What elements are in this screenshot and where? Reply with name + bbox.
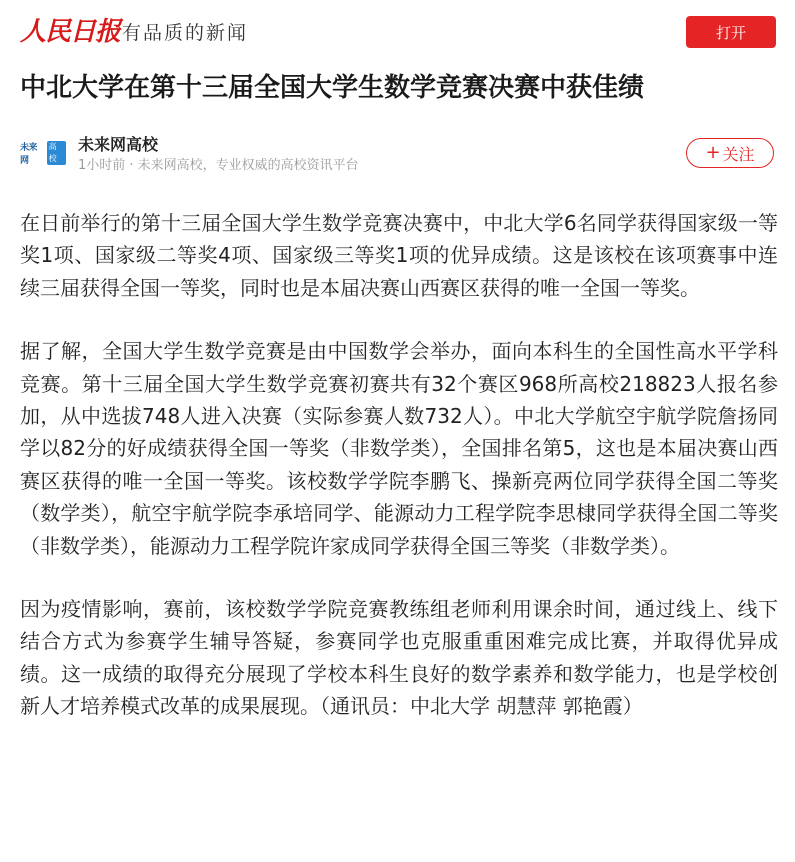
article-title: 中北大学在第十三届全国大学生数学竞赛决赛中获佳绩 — [20, 73, 645, 103]
follow-label: 关注 — [722, 144, 755, 164]
article-paragraph: 据了解，全国大学生数学竞赛是由中国数学会举办，面向本科生的全国性高水平学科竞赛。第十三届全国大学生数学竞赛初赛共有32个赛区968所高校218823人报名参加，从中选拔748人进入决赛（实际参赛人数732人）。中北大学航空宇航学院詹扬同学以82分的好成绩获得全国一等奖（非数学类），全国排名第5，这也是本届决赛山西赛区获得的唯一全国一等奖。该校数学学院李鹏飞、操新亮两位同学获得全国二等奖（数学类），航空宇航学院李承培同学、能源动力工程学院李思棣同学获得全国二等奖（非数学类），能源动力工程学院许家成同学获得全国三等奖（非数学类）。 — [20, 339, 778, 558]
author-name[interactable]: 未来网高校 — [78, 135, 159, 154]
author-bar — [20, 132, 780, 180]
avatar-text: 未来网 — [20, 143, 38, 166]
follow-button[interactable] — [686, 138, 774, 168]
avatar-badge: 高校 — [47, 141, 66, 165]
article-paragraph: 因为疫情影响，赛前，该校数学学院竞赛教练组老师利用课余时间，通过线上、线下结合方式为参赛学生辅导答疑，参赛同学也克服重重困难完成比赛，并取得优异成绩。这一成绩的取得充分展现了学校本科生良好的数学素养和数学能力，也是学校创新人才培养模式改革的成果展现。（通讯员：中北大学 胡慧萍 郭艳霞） — [20, 597, 778, 719]
brand-slogan: 有品质的新闻 — [122, 22, 249, 44]
avatar[interactable] — [20, 142, 66, 164]
brand-logo[interactable]: 人民日报 — [20, 17, 121, 47]
plus-icon: + — [705, 142, 721, 163]
article-paragraph: 在日前举行的第十三届全国大学生数学竞赛决赛中，中北大学6名同学获得国家级一等奖1项、国家级二等奖4项、国家级三等奖1项的优异成绩。这是该校在该项赛事中连续三届获得全国一等奖，同时也是本届决赛山西赛区获得的唯一全国一等奖。 — [20, 211, 778, 300]
open-app-button[interactable]: 打开 — [686, 16, 776, 48]
article-body — [20, 207, 778, 754]
author-meta: 1小时前 · 未来网高校，专业权威的高校资讯平台 — [78, 158, 359, 173]
top-bar — [0, 0, 795, 64]
